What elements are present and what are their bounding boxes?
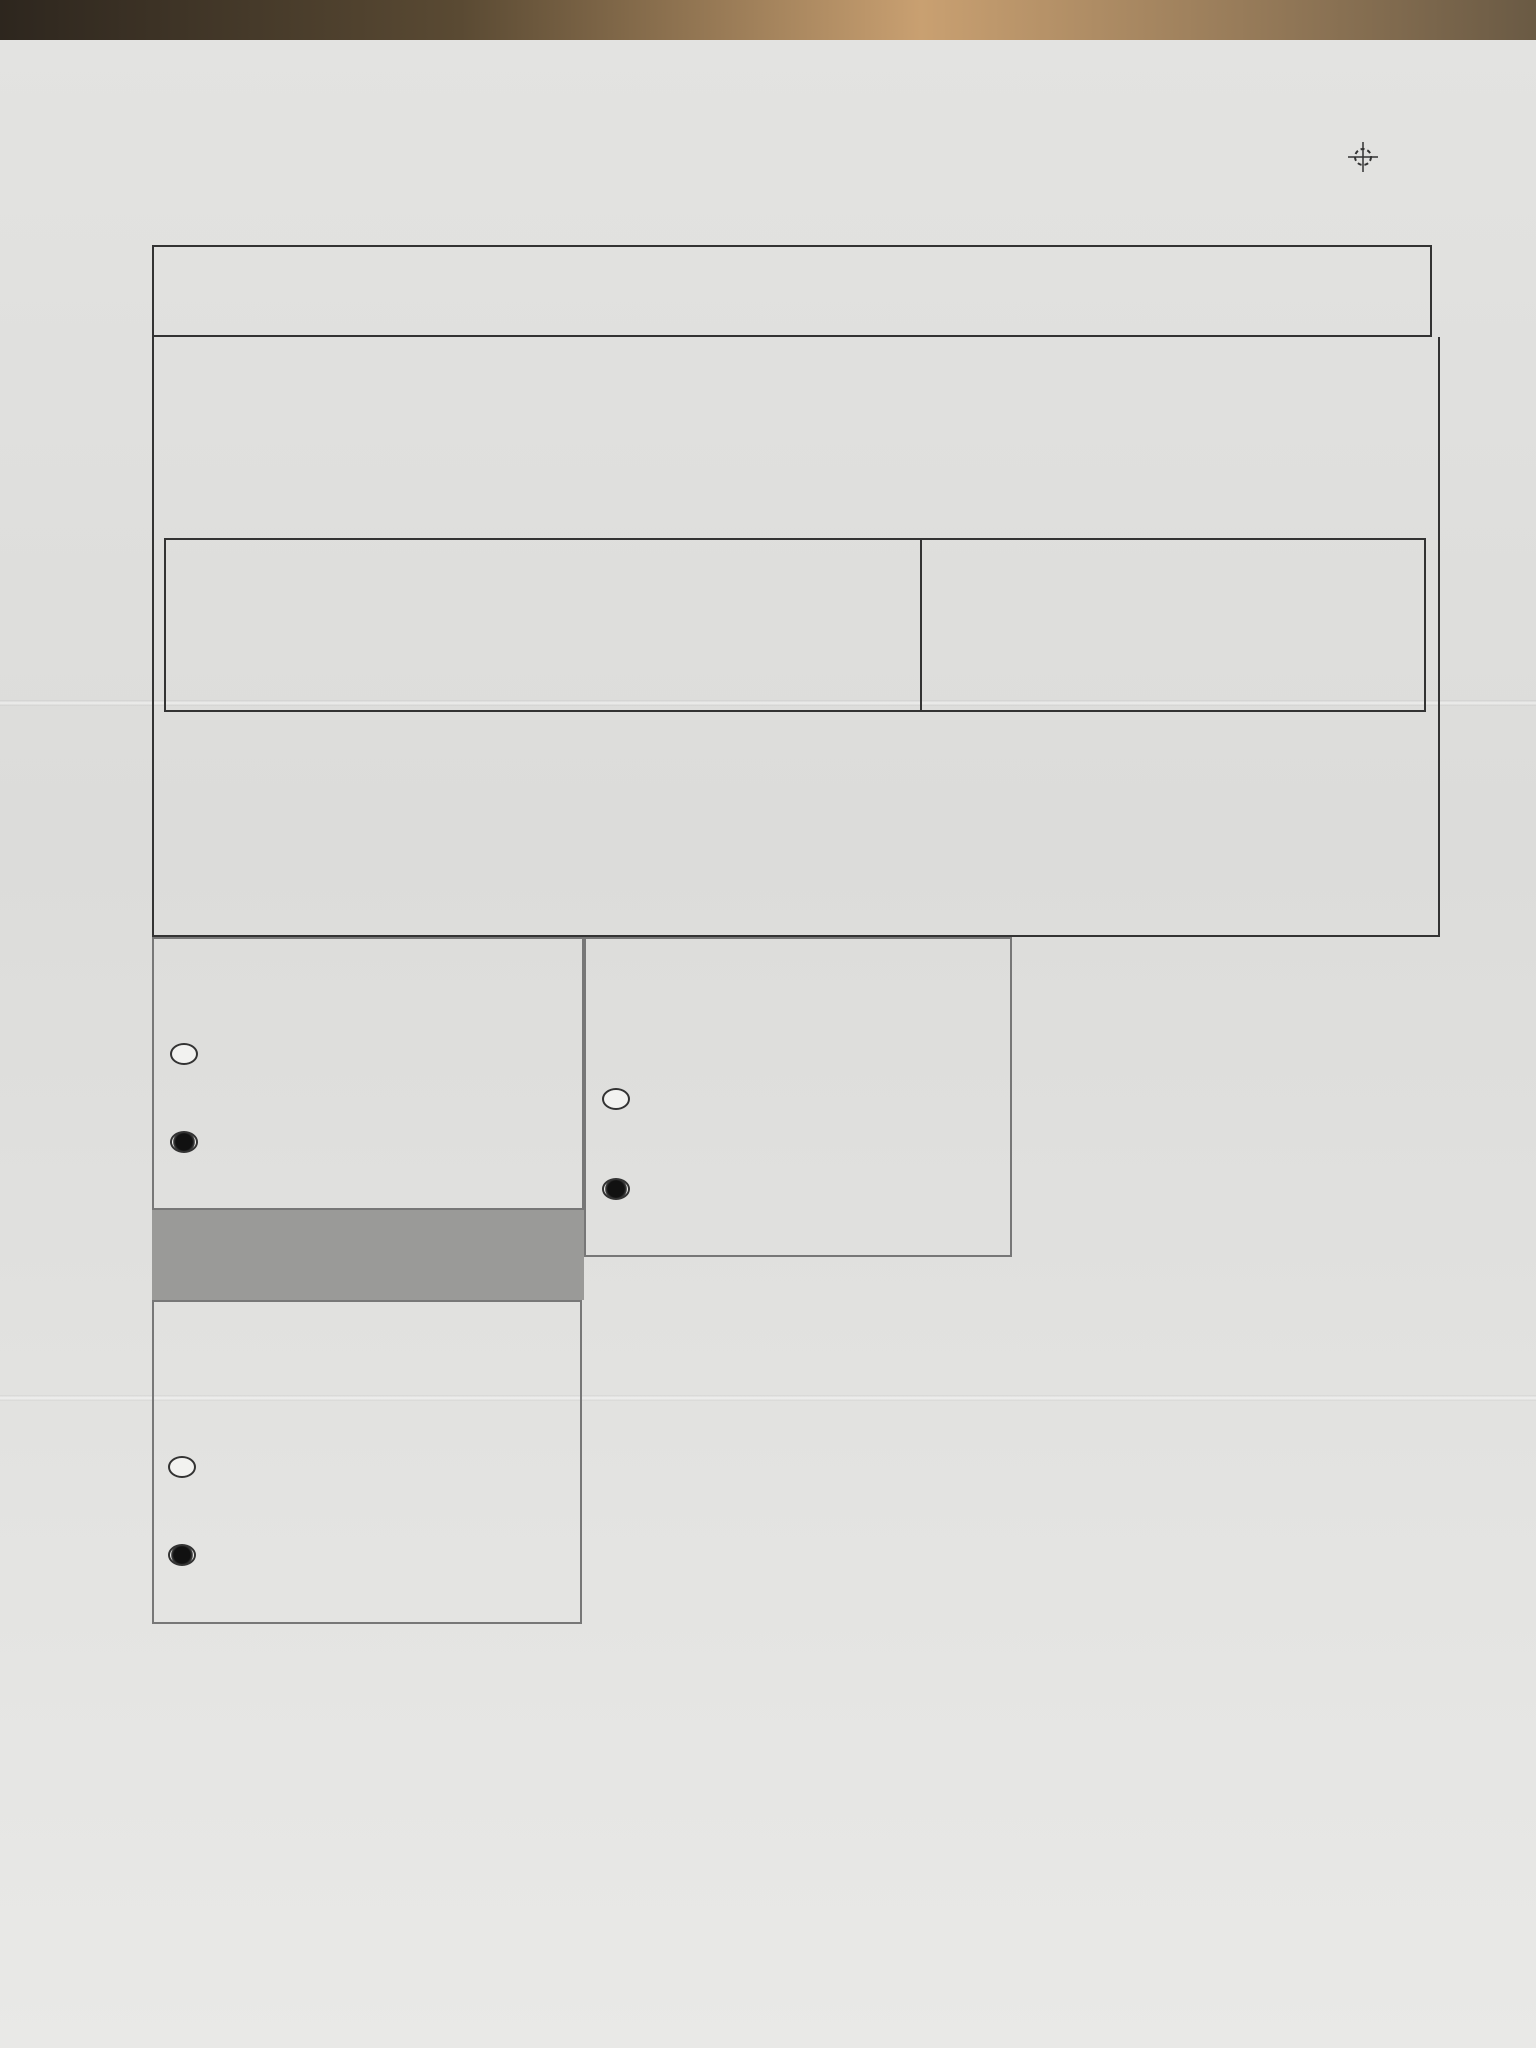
registration-crosshair-icon — [1348, 142, 1378, 172]
race-us-senate — [152, 937, 584, 1210]
to-vote-section — [172, 540, 912, 542]
candidate-option[interactable] — [170, 1127, 220, 1131]
vote-oval[interactable] — [168, 1456, 196, 1478]
candidate-option[interactable] — [168, 1452, 218, 1456]
race-public-service-commissioner — [584, 937, 1012, 1257]
candidate-option[interactable] — [170, 1039, 220, 1043]
instructions-divider — [920, 538, 922, 712]
instructions-box — [164, 538, 1426, 712]
mistake-section — [190, 716, 1430, 728]
county-header — [152, 245, 1432, 337]
race-special-us-senate — [152, 1300, 582, 1624]
vote-oval[interactable] — [170, 1131, 198, 1153]
vote-oval[interactable] — [602, 1178, 630, 1200]
vote-oval[interactable] — [168, 1544, 196, 1566]
special-election-banner — [152, 1210, 584, 1300]
candidate-option[interactable] — [602, 1084, 652, 1088]
vote-oval[interactable] — [170, 1043, 198, 1065]
vote-oval[interactable] — [602, 1088, 630, 1110]
candidate-option[interactable] — [602, 1174, 652, 1178]
candidate-option[interactable] — [168, 1540, 218, 1544]
